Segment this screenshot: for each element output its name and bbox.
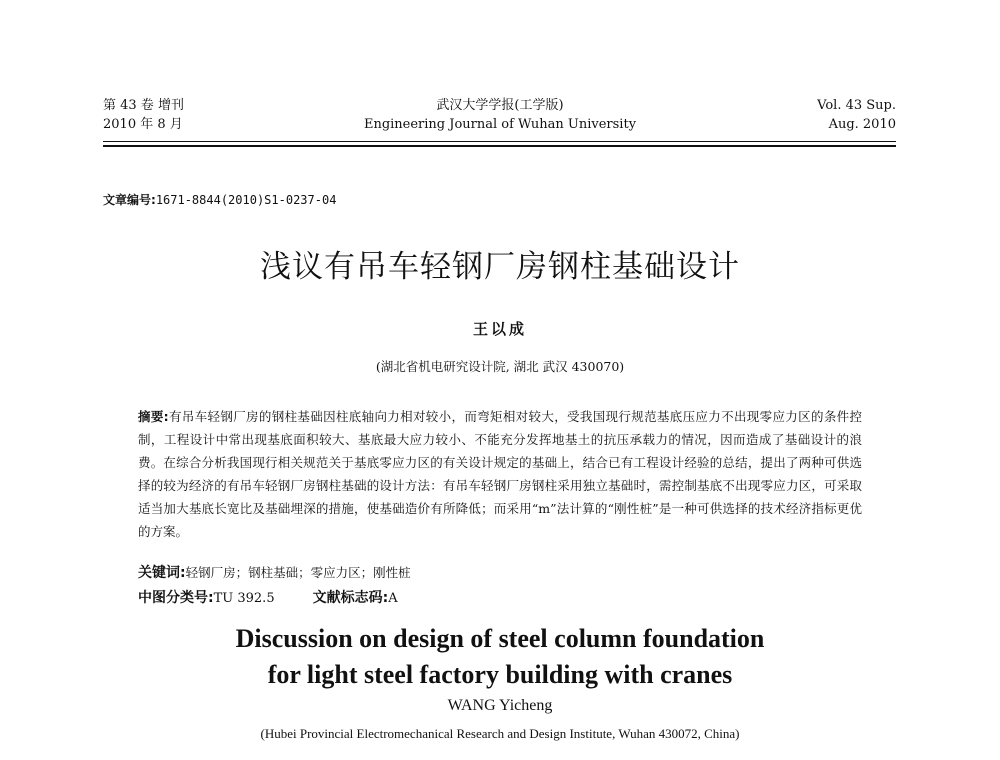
journal-title-cn: 武汉大学学报(工学版) <box>436 98 564 113</box>
keywords-label: 关键词: <box>138 565 186 581</box>
keywords-value: 轻钢厂房；钢柱基础；零应力区；刚性桩 <box>185 565 411 580</box>
affiliation-cn: (湖北省机电研究设计院, 湖北 武汉 430070) <box>375 359 625 374</box>
article-number-value: 1671-8844(2010)S1-0237-04 <box>155 193 337 207</box>
date-line-en: Aug. 2010 <box>828 117 896 132</box>
classification-line <box>138 588 398 609</box>
paper-title-cn: 浅议有吊车轻钢厂房钢柱基础设计 <box>260 249 740 285</box>
doc-code-value: A <box>388 591 398 606</box>
abstract-text: 有吊车轻钢厂房的钢柱基础因柱底轴向力相对较小，而弯矩相对较大，受我国现行规范基底压应力不出现零应力区的条件控制，工程设计中常出现基底面积较大、基底最大应力较小、不能充分发挥地基土的抗压承载力的情况，因而造成了基础设计的浪费。在综合分析我国现行相关规范关于基底零应力区的有关设计规定的基础上，结合已有工程设计经验的总结，提出了两种可供选择的较为经济的有吊车轻钢厂房钢柱基础的设计方法：有吊车轻钢厂房钢柱采用独立基础时，需控制基底不出现零应力区，可采取适当加大基底长宽比及基础埋深的措施，使基础造价有所降低；而采用“m”法计算的“刚性桩”是一种可供选择的技术经济指标更优的方案。 <box>138 409 862 539</box>
header-rule-thick <box>103 145 896 147</box>
paper-title-en-line1: Discussion on design of steel column foundation <box>235 624 765 653</box>
article-number <box>103 191 336 208</box>
abstract <box>138 405 862 543</box>
clc-label: 中图分类号: <box>138 590 214 606</box>
clc-value: TU 392.5 <box>213 591 275 606</box>
doc-code-label: 文献标志码: <box>312 590 389 606</box>
volume-line: 第 43 卷 增刊 <box>103 98 184 113</box>
abstract-label: 摘要: <box>138 409 169 424</box>
journal-title-en: Engineering Journal of Wuhan University <box>363 117 637 132</box>
volume-line-en: Vol. 43 Sup. <box>817 98 896 113</box>
journal-volume-info-en <box>817 96 896 134</box>
author-en: WANG Yicheng <box>447 697 553 714</box>
paper-title-en-line2: for light steel factory building with cranes <box>267 660 733 689</box>
keywords <box>138 563 411 583</box>
article-number-label: 文章编号: <box>103 193 156 207</box>
affiliation-en: (Hubei Provincial Electromechanical Research and Design Institute, Wuhan 430072, China) <box>260 726 740 741</box>
author-cn: 王以成 <box>472 320 527 338</box>
date-line: 2010 年 8 月 <box>103 117 183 132</box>
header-rule-thin <box>103 141 896 142</box>
